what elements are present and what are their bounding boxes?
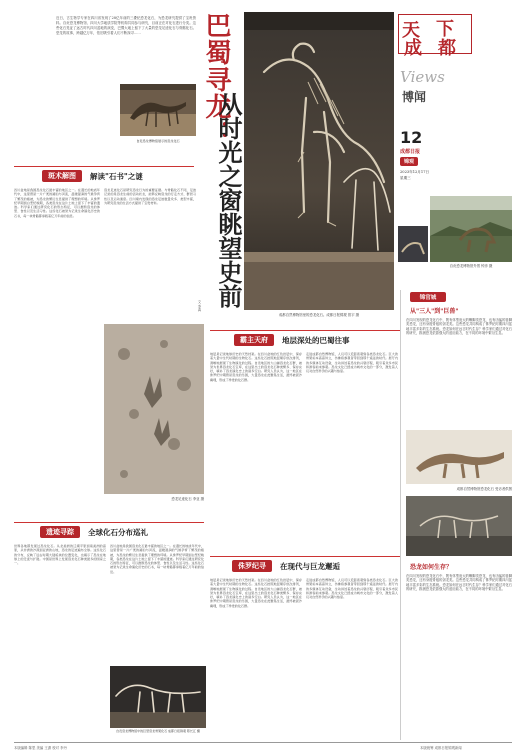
text-col-g: 地层是记录地球历史的天然档案。在四川盆地的红色岩层中，保存着大量中生代时期的生物化石。这些化石按照地层顺序依次排列，清晰地展现了生物演化的过程。自贡地区的大山铺恐龙化石群，被誉为世界恐龙化石宝库，在这里出土的恐龙化石种类繁多、保存完好，填补了恐龙演化史上的诸多空白。研究人员认为，这一地区在侏罗纪中期曾是恐龙的乐园，大量恐龙在此聚集生活，最终被泥沙掩埋，形成了珍贵的化石群。 <box>210 578 302 608</box>
logo-char-1: 天 <box>402 20 420 41</box>
page-number: 12 <box>400 128 423 147</box>
logo-char-2: 下 <box>436 19 454 40</box>
section-cn: 博闻 <box>402 90 427 104</box>
headline-title-b: 从时光之窗眺望史前 <box>214 92 243 308</box>
logo-char-4: 都 <box>438 38 456 59</box>
headline-title-a: 巴蜀寻龙： <box>201 12 231 147</box>
text-col-h: 走进成都自然博物馆，人们可以近距离观察各类恐龙化石。巨大的骨架标本高高耸立，仿佛将参观者带回到那个遥远的时代。展厅内的多媒体互动设备，生动讲述着恐龙的兴衰历程，吸引着众多市民和游客前来参观。恐龙文化已经成为城市文化的一部分，激发着人们对自然科学的兴趣与热爱。 <box>306 578 398 600</box>
caption-main: 成都自然博物馆里的恐龙化石。成都日报锦观 曾宇 摄 <box>278 313 360 317</box>
caption-bottom: 自贡恐龙博物馆中的巨型恐龙骨架化石 成都日报锦观 陈长江 摄 <box>116 729 200 733</box>
section-tag-4: 侏罗纪寻 <box>232 560 272 572</box>
paper-name: 成都日报 <box>400 149 421 155</box>
text-col-c: 地层是记录地球历史的天然档案。在四川盆地的红色岩层中，保存着大量中生代时期的生物化石。这些化石按照地层顺序依次排列，清晰地展现了生物演化的过程。自贡地区的大山铺恐龙化石群，被誉为世界恐龙化石宝库，在这里出土的恐龙化石种类繁多、保存完好，填补了恐龙演化史上的诸多空白。研究人员认为，这一地区在侏罗纪中期曾是恐龙的乐园，大量恐龙在此聚集生活，最终被泥沙掩埋，形成了珍贵的化石群。 <box>210 352 302 382</box>
photo-exhibit-topleft <box>120 84 196 136</box>
text-col-f: 四川盆地是我国恐龙化石最丰富的地区之一。在漫长的地质年代中，这里曾是一片广袤的湖泊与河流，温暖湿润的气候孕育了繁茂的植被，为恐龙的繁衍生息提供了理想的环境。从侏罗纪早期到白垩纪晚期，各类恐龙在这片土地上留下了丰富的遗迹。科学家们通过研究化石的形态特征，可以推断恐龙的体型、食性以及生活习性。这些化石被誉为记录生命演化历史的石书，每一块骨骼都承载着亿万年前的信息。 <box>110 544 204 574</box>
side-title-1: 从"三人"到"巨兽" <box>410 308 459 315</box>
photo-right-small <box>398 226 428 262</box>
byline: 文 李禹 <box>197 300 201 312</box>
footer-left: 本版编辑 陈思 美编 王潇 校对 李丹 <box>14 746 67 750</box>
photo-right-lower <box>406 496 512 556</box>
caption-right-mid: 成都自然博物馆恐龙化石 受访者供图 <box>456 487 512 491</box>
photo-main-skeleton <box>244 12 394 310</box>
section-tag-1: 斑术解图 <box>42 170 82 182</box>
masthead-logo <box>398 14 472 59</box>
issue-weekday: 星期三 <box>400 176 411 180</box>
side-text-2: 在四川发现的恐龙化石中，既有体型庞大的蜥脚类恐龙，也有凶猛的兽脚类恐龙，还有身披骨板的剑龙类。这些恐龙共同构成了侏罗纪时期四川盆地丰富多彩的生态系统。恐龙如何在远古时代生存？科学家们通过对化石的研究，推测恐龙依靠强大的适应能力，在不同的环境中繁衍生息。 <box>406 574 512 591</box>
text-col-a: 四川盆地是我国恐龙化石最丰富的地区之一。在漫长的地质年代中，这里曾是一片广袤的湖泊与河流，温暖湿润的气候孕育了繁茂的植被，为恐龙的繁衍生息提供了理想的环境。从侏罗纪早期到白垩纪晚期，各类恐龙在这片土地上留下了丰富的遗迹。科学家们通过研究化石的形态特征，可以推断恐龙的体型、食性以及生活习性。这些化石被誉为记录生命演化历史的石书，每一块骨骼都承载着亿万年前的信息。 <box>14 188 100 218</box>
intro-text: 近日，古生物学专家在四川省发现了28亿年前的三叠纪恐龙化石，为恐龙研究提供了宝贵资料。自贡恐龙博物馆、四川大学地质学院等机构共同参与研究，目前正在对化石进行分类。这些化石见证了远古时代四川盆地的演变，巴蜀大地上留下了大量的恐龙足迹化石与骨骼化石。恐龙的故事，跨越亿万年，依旧吸引着人们不断探寻…… <box>56 16 196 36</box>
text-col-e: 世界各地都发现过恐龙化石。从北美洲的辽阔平原到南美洲的高原，从非洲的沙漠到亚洲的山地，恐龙的足迹遍布全球。这些化石的分布，反映了远古时期大陆板块的位置变化，也揭示了恐龙在地球上的迁徙与扩散。中国是世界上发现恐龙化石种类最多的国家之一。 <box>14 544 106 566</box>
section-title-1: 解读"石书"之谜 <box>90 172 143 181</box>
text-col-d: 走进成都自然博物馆，人们可以近距离观察各类恐龙化石。巨大的骨架标本高高耸立，仿佛将参观者带回到那个遥远的时代。展厅内的多媒体互动设备，生动讲述着恐龙的兴衰历程，吸引着众多市民和游客前来参观。恐龙文化已经成为城市文化的一部分，激发着人们对自然科学的兴趣与热爱。 <box>306 352 398 374</box>
photo-right-museum <box>430 196 512 262</box>
photo-bottom-skeleton <box>110 666 206 728</box>
text-col-b: 恐龙足迹化石是研究恐龙行为的重要证据。与骨骼化石不同，足迹记录的是恐龙生前的活动状态，能够反映恐龙的行走方式、群居习性以及运动速度。四川境内发现的恐龙足迹数量众多、类型丰富，为研究恐龙的生活方式提供了宝贵材料。 <box>104 188 196 205</box>
side-tag-1: 锦官城 <box>410 292 446 302</box>
section-tag-2: 霸主天府 <box>234 334 274 346</box>
section-title-2: 地层深处的巴蜀往事 <box>282 336 350 345</box>
photo-footprint <box>104 324 204 494</box>
section-title-3: 全球化石分布巡礼 <box>88 528 148 537</box>
logo-char-3: 成 <box>404 38 422 59</box>
side-text-1: 在四川发现的恐龙化石中，既有体型庞大的蜥脚类恐龙，也有凶猛的兽脚类恐龙，还有身披骨板的剑龙类。这些恐龙共同构成了侏罗纪时期四川盆地丰富多彩的生态系统。恐龙如何在远古时代生存？科学家们通过对化石的研究，推测恐龙依靠强大的适应能力，在不同的环境中繁衍生息。 <box>406 318 512 335</box>
caption-right-top: 自贡恐龙博物馆外景 钟彦 摄 <box>449 264 493 268</box>
issue-date: 2023年12月17日 <box>400 170 430 174</box>
section-en: Views <box>400 68 445 86</box>
caption-top-left: 自贡恐龙博物馆展示的恐龙化石 <box>136 139 180 143</box>
caption-footprint: 恐龙足迹化石 李亚 摄 <box>171 497 204 501</box>
side-title-2: 恐龙如何生存？ <box>410 564 453 571</box>
section-tag-3: 遗迹寻踪 <box>40 526 80 538</box>
footer-right: 本版统筹 成都日报锦观新闻 <box>420 746 462 750</box>
photo-right-mid <box>406 430 512 484</box>
section-title-4: 在现代与巨龙邂逅 <box>280 562 340 571</box>
edition-badge: 锦观 <box>400 157 418 166</box>
